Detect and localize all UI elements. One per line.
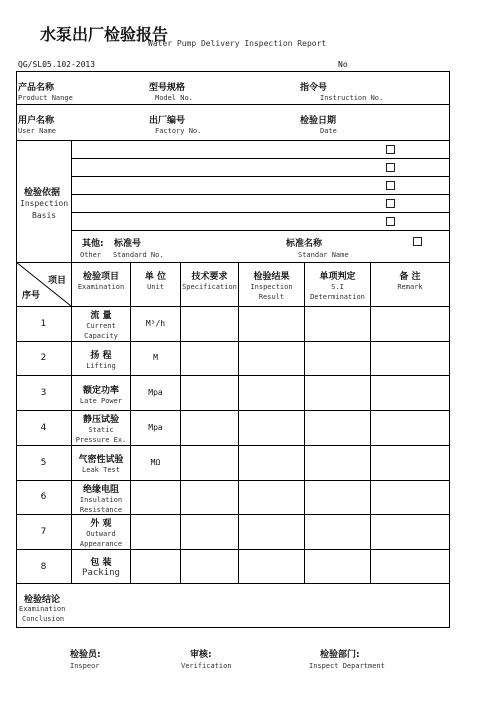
row-line-5 bbox=[16, 480, 450, 481]
report-subtitle: Water Pump Delivery Inspection Report bbox=[148, 39, 327, 48]
row-4-number: 4 bbox=[40, 423, 47, 433]
row-6-number: 6 bbox=[40, 492, 47, 502]
basis-checkbox-5[interactable] bbox=[386, 217, 395, 226]
standard-name-checkbox[interactable] bbox=[413, 237, 422, 246]
basis-line-5 bbox=[71, 230, 450, 231]
col-divider-5 bbox=[304, 262, 305, 583]
row-8-number: 8 bbox=[40, 562, 47, 572]
user-name-en: User Name bbox=[18, 127, 56, 135]
header-examination: 检验项目 Examination bbox=[77, 272, 125, 291]
row-7-item: 外 观 Outward Appearance bbox=[79, 519, 123, 548]
row-line-7 bbox=[16, 549, 450, 550]
factory-en: Factory No. bbox=[155, 127, 202, 135]
row-5-item: 气密性试验 Leak Test bbox=[78, 455, 124, 474]
basis-line-1 bbox=[71, 158, 450, 159]
basis-line-2 bbox=[71, 176, 450, 177]
conclusion-en2: Conclusion bbox=[22, 615, 65, 623]
department-en: Inspect Department bbox=[309, 662, 385, 670]
basis-label-en2: Basis bbox=[32, 211, 57, 220]
info-divider bbox=[16, 104, 450, 105]
report-title: 水泵出厂检验报告 bbox=[40, 25, 169, 44]
row-line-4 bbox=[16, 445, 450, 446]
standard-no-en: Standard No. bbox=[113, 251, 164, 259]
row-4-unit: Mpa bbox=[148, 423, 163, 432]
other-label: 其他: bbox=[82, 239, 104, 249]
frame-right-line bbox=[449, 71, 450, 628]
header-specification: 技术要求 Specification bbox=[182, 272, 237, 291]
model-en: Model No. bbox=[155, 94, 193, 102]
no-label: No bbox=[338, 60, 348, 69]
other-en: Other bbox=[80, 251, 102, 259]
col-divider-6 bbox=[370, 262, 371, 583]
basis-checkbox-2[interactable] bbox=[386, 163, 395, 172]
conclusion-en1: Examination bbox=[19, 605, 66, 613]
inspector-label: 检验员: bbox=[70, 650, 101, 660]
corner-seq-label: 序号 bbox=[22, 291, 41, 301]
header-result: 检验结果 Inspection Result bbox=[250, 272, 293, 301]
basis-line-3 bbox=[71, 194, 450, 195]
conclusion-label: 检验结论 bbox=[24, 595, 61, 605]
table-top-line bbox=[16, 262, 450, 263]
row-3-number: 3 bbox=[40, 388, 47, 398]
factory-label: 出厂编号 bbox=[149, 116, 186, 126]
row-line-3 bbox=[16, 410, 450, 411]
col-divider-3 bbox=[180, 262, 181, 583]
row-1-item: 流 量 Current Capacity bbox=[84, 311, 118, 340]
row-5-number: 5 bbox=[40, 458, 47, 468]
row-1-number: 1 bbox=[40, 319, 47, 329]
model-label: 型号规格 bbox=[149, 83, 186, 93]
basis-label-en1: Inspection bbox=[20, 199, 69, 208]
header-determination: 单项判定 S.I Determination bbox=[310, 272, 365, 301]
header-remark: 备 注 Remark bbox=[397, 272, 423, 291]
verify-label: 审核: bbox=[190, 650, 212, 660]
standard-no-label: 标准号 bbox=[114, 239, 142, 249]
date-label: 检验日期 bbox=[300, 116, 337, 126]
verify-en: Verification bbox=[181, 662, 232, 670]
header-bottom-line bbox=[16, 306, 450, 307]
frame-left-line bbox=[16, 71, 17, 628]
instruction-en: Instruction No. bbox=[320, 94, 384, 102]
instruction-label: 指令号 bbox=[300, 83, 328, 93]
doc-code: QG/SL05.102-2013 bbox=[18, 60, 96, 69]
basis-checkbox-3[interactable] bbox=[386, 181, 395, 190]
row-5-unit: MΩ bbox=[150, 458, 161, 467]
row-8-item: 包 装 Packing bbox=[82, 558, 120, 578]
row-4-item: 静压试验 Static Pressure Ex. bbox=[75, 415, 127, 444]
row-1-unit: M³/h bbox=[145, 319, 166, 328]
row-6-item: 绝缘电阻 Insulation Resistance bbox=[79, 485, 123, 514]
row-line-8 bbox=[16, 583, 450, 584]
row-3-unit: Mpa bbox=[148, 388, 163, 397]
col-divider-4 bbox=[238, 262, 239, 583]
basis-label: 检验依据 bbox=[24, 188, 61, 198]
department-label: 检验部门: bbox=[320, 650, 360, 660]
basis-checkbox-1[interactable] bbox=[386, 145, 395, 154]
row-2-item: 扬 程 Lifting bbox=[86, 351, 116, 370]
row-7-number: 7 bbox=[40, 527, 47, 537]
header-unit: 单 位 Unit bbox=[144, 272, 167, 291]
product-name-en: Product Nange bbox=[18, 94, 73, 102]
frame-bottom-line bbox=[16, 627, 450, 628]
row-3-item: 额定功率 Late Power bbox=[79, 386, 123, 405]
user-name-label: 用户名称 bbox=[18, 116, 55, 126]
basis-checkbox-4[interactable] bbox=[386, 199, 395, 208]
standard-name-en: Standar Name bbox=[298, 251, 349, 259]
row-2-number: 2 bbox=[40, 353, 47, 363]
row-line-1 bbox=[16, 341, 450, 342]
inspector-en: Inspeor bbox=[70, 662, 100, 670]
frame-top-line bbox=[16, 71, 450, 72]
date-en: Date bbox=[320, 127, 337, 135]
basis-line-4 bbox=[71, 212, 450, 213]
row-line-2 bbox=[16, 375, 450, 376]
standard-name-label: 标准名称 bbox=[286, 239, 323, 249]
product-name-label: 产品名称 bbox=[18, 83, 55, 93]
basis-top-line bbox=[16, 140, 450, 141]
row-2-unit: M bbox=[153, 353, 158, 362]
corner-item-label: 项目 bbox=[48, 276, 67, 286]
